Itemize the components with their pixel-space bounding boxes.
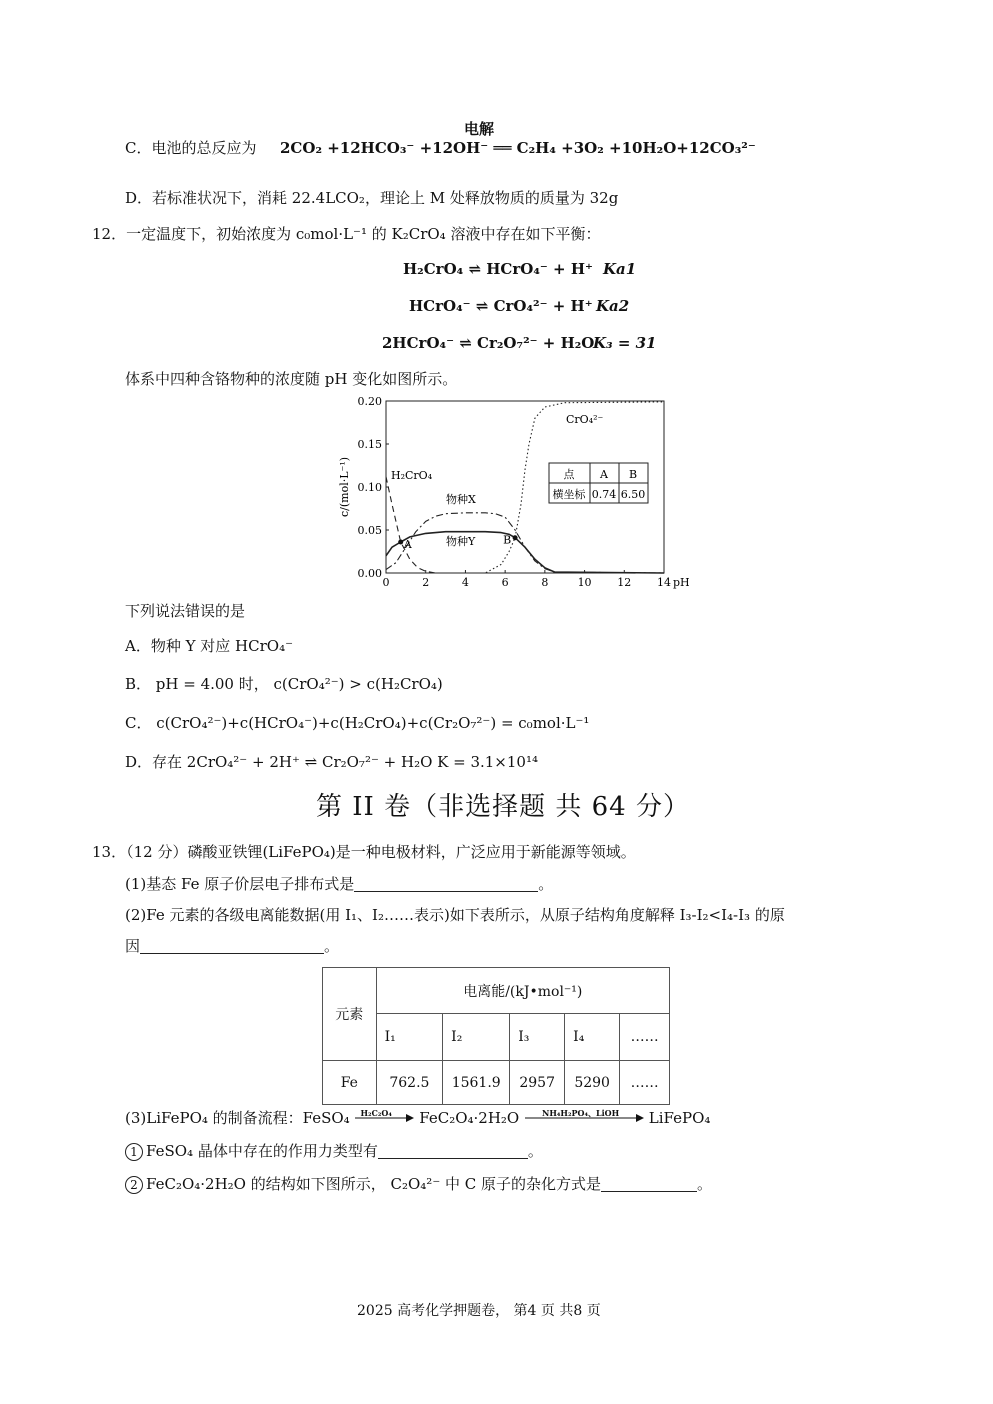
x-tick-label: 14 [657, 576, 671, 589]
x-tick-label: 8 [541, 576, 549, 589]
chart-inset-table [549, 463, 648, 503]
x-tick-label: 6 [501, 576, 509, 589]
series-label-x: 物种X [446, 493, 476, 506]
table-cell-i3: 2957 [510, 1061, 565, 1105]
table-cell-i2: 1561.9 [443, 1061, 510, 1105]
q13-sub1-end: 。 [527, 1142, 543, 1160]
flow-arrow-2-reagent: NH₄H₂PO₄、LiOH [542, 1108, 620, 1118]
y-tick-label: 0.20 [357, 395, 382, 408]
series-label-cro4: CrO₄²⁻ [566, 413, 604, 426]
q12-eq3: 2HCrO₄⁻ ⇌ Cr₂O₇²⁻ + H₂O [382, 334, 595, 352]
q13-part2-line1: (2)Fe 元素的各级电离能数据(用 I₁、I₂……表示)如下表所示，从原子结构角度解释 I₃-I₂<I₄-I₃ 的原 [125, 906, 785, 924]
q13-sub1-text: FeSO₄ 晶体中存在的作用力类型有 [146, 1142, 378, 1160]
q11-option-c-prefix: C．电池的总反应为 [125, 139, 257, 157]
x-tick-label: 4 [461, 576, 469, 589]
arrow-right-icon [524, 1109, 644, 1125]
q13-part2-end: 。 [324, 937, 340, 955]
q12-option-a: A．物种 Y 对应 HCrO₄⁻ [125, 637, 293, 655]
q12-eq1-k: Ka1 [603, 260, 637, 278]
q13-part2-reason: 因 [125, 937, 141, 955]
flow-arrow-2 [524, 1109, 644, 1125]
inset-row-a: 0.74 [591, 488, 617, 501]
q12-eq1: H₂CrO₄ ⇌ HCrO₄⁻ + H⁺ [403, 260, 593, 278]
page-footer: 2025 高考化学押题卷， 第4 页 共8 页 [357, 1303, 601, 1319]
q13-part1-text: (1)基态 Fe 原子价层电子排布式是 [125, 875, 355, 893]
circled-number-2: 2 [125, 1176, 143, 1194]
q12-intro: 体系中四种含铬物种的浓度随 pH 变化如图所示。 [125, 370, 458, 388]
q13-sub1 [125, 1141, 543, 1161]
table-header-i2: I₂ [443, 1014, 510, 1061]
series-label-h2cro4: H₂CrO₄ [391, 469, 433, 482]
table-cell-i4: 5290 [565, 1061, 620, 1105]
table-cell-element: Fe [323, 1061, 377, 1105]
q12-eq3-k: K₃ = 31 [593, 334, 657, 352]
x-tick-label: 12 [617, 576, 632, 589]
series-label-y: 物种Y [446, 535, 476, 548]
q13-sub2-text: FeC₂O₄·2H₂O 的结构如下图所示， C₂O₄²⁻ 中 C 原子的杂化方式是 [146, 1175, 602, 1193]
q12-eq2-k: Ka2 [596, 297, 630, 315]
q13-part1-end: 。 [538, 875, 554, 893]
q13-part2-line2 [125, 936, 339, 956]
q12-chart [330, 392, 700, 592]
circled-number-1: 1 [125, 1143, 143, 1161]
table-header-i3: I₃ [510, 1014, 565, 1061]
table-header-i4: I₄ [565, 1014, 620, 1061]
q12-stem: 12．一定温度下，初始浓度为 c₀mol·L⁻¹ 的 K₂CrO₄ 溶液中存在如下平衡： [92, 225, 601, 243]
q13-part1 [125, 874, 553, 894]
y-tick-label: 0.10 [357, 481, 382, 494]
chart-point-label: A [403, 538, 412, 552]
table-cell-more: …… [620, 1061, 670, 1105]
q13-part3-end: LiFePO₄ [648, 1109, 711, 1127]
y-tick-label: 0.00 [357, 567, 382, 580]
q13-sub2-end: 。 [697, 1175, 713, 1193]
chart-xlabel: pH [673, 576, 690, 589]
arrow-right-icon [354, 1109, 414, 1125]
q12-option-d: D．存在 2CrO₄²⁻ + 2H⁺ ⇌ Cr₂O₇²⁻ + H₂O K = 3.1×10¹⁴ [125, 753, 538, 771]
q11-option-c-condition: 电解 [464, 120, 495, 138]
series-line-2 [386, 532, 664, 573]
flow-arrow-1 [354, 1109, 414, 1125]
inset-header-b: B [628, 468, 638, 481]
inset-header-point: 点 [563, 468, 575, 481]
q13-part3-prefix: (3)LiFePO₄ 的制备流程：FeSO₄ [125, 1109, 350, 1127]
q13-part3-mid: FeC₂O₄·2H₂O [419, 1109, 520, 1127]
q11-option-d: D．若标准状况下，消耗 22.4LCO₂，理论上 M 处释放物质的质量为 32g [125, 189, 619, 207]
q12-option-c: C． c(CrO₄²⁻)+c(HCrO₄⁻)+c(H₂CrO₄)+c(Cr₂O₇²⁻) = c₀mol·L⁻¹ [125, 714, 590, 732]
table-header-i1: I₁ [376, 1014, 443, 1061]
chart-point-b [513, 535, 518, 540]
q12-option-b: B． pH = 4.00 时， c(CrO₄²⁻) > c(H₂CrO₄) [125, 675, 443, 693]
q11-option-c-equation: 2CO₂ +12HCO₃⁻ +12OH⁻ ══ C₂H₄ +3O₂ +10H₂O+12CO₃²⁻ [280, 139, 756, 157]
chart-point-a [398, 540, 403, 545]
q12-question: 下列说法错误的是 [125, 602, 246, 620]
q13-part1-blank[interactable] [354, 875, 538, 892]
inset-header-a: A [600, 468, 608, 481]
inset-row-label: 横坐标 [552, 488, 586, 501]
y-tick-label: 0.05 [357, 524, 382, 537]
ionization-energy-table [322, 967, 670, 1105]
y-tick-label: 0.15 [357, 438, 382, 451]
q13-sub2-blank[interactable] [601, 1175, 697, 1192]
table-header-more: …… [620, 1014, 670, 1061]
table-cell-i1: 762.5 [376, 1061, 443, 1105]
table-header-energy: 电离能/(kJ•mol⁻¹) [376, 968, 669, 1014]
table-header-element: 元素 [323, 968, 377, 1061]
x-tick-label: 0 [382, 576, 390, 589]
flow-arrow-1-reagent: H₂C₂O₄ [360, 1108, 392, 1118]
q13-sub2 [125, 1174, 712, 1194]
q13-part3 [125, 1108, 710, 1130]
section-title: 第 II 卷（非选择题 共 64 分） [316, 792, 690, 822]
q12-eq2: HCrO₄⁻ ⇌ CrO₄²⁻ + H⁺ [409, 297, 593, 315]
chart-ylabel: c/(mol·L⁻¹) [338, 456, 351, 518]
chart-point-label: B [503, 533, 512, 547]
q13-part2-blank[interactable] [140, 937, 324, 954]
x-tick-label: 2 [422, 576, 430, 589]
x-tick-label: 10 [577, 576, 592, 589]
inset-row-b: 6.50 [620, 488, 646, 501]
q13-sub1-blank[interactable] [378, 1142, 528, 1159]
q13-stem: 13．（12 分）磷酸亚铁锂(LiFePO₄)是一种电极材料，广泛应用于新能源等领域。 [92, 843, 636, 861]
series-line-1 [386, 513, 664, 573]
